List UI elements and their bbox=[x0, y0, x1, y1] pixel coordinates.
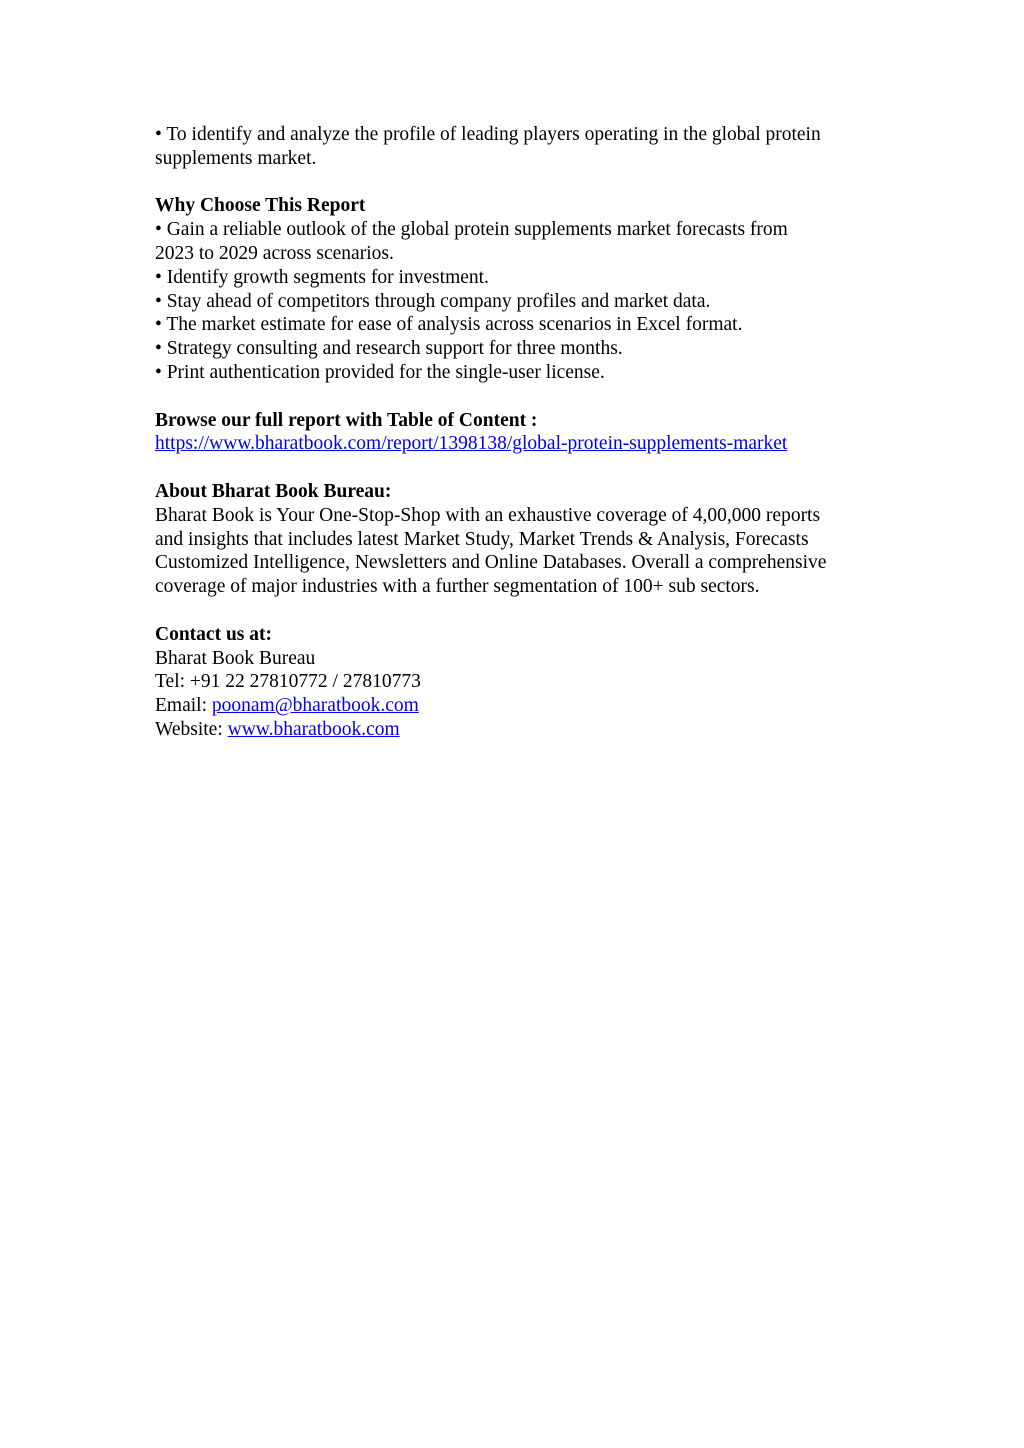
why-choose-item: • Strategy consulting and research support for three months. bbox=[155, 338, 623, 360]
paragraph-spacer bbox=[155, 171, 895, 195]
contact-website-row bbox=[155, 718, 895, 742]
paragraph-spacer bbox=[155, 456, 895, 480]
contact-tel: Tel: +91 22 27810772 / 27810773 bbox=[155, 671, 421, 693]
why-choose-item: • The market estimate for ease of analysis across scenarios in Excel format. bbox=[155, 314, 743, 336]
about-text-line: Bharat Book is Your One-Stop-Shop with an exhaustive coverage of 4,00,000 reports bbox=[155, 504, 821, 526]
about-section bbox=[155, 480, 895, 599]
about-heading: About Bharat Book Bureau: bbox=[155, 480, 392, 502]
objective-item: • To identify and analyze the profile of leading players operating in the global protein bbox=[155, 124, 821, 145]
objective-item-continued: supplements market. bbox=[155, 147, 317, 169]
website-label: Website: bbox=[155, 718, 228, 740]
why-choose-item: • Identify growth segments for investment. bbox=[155, 266, 489, 288]
why-choose-heading: Why Choose This Report bbox=[155, 195, 366, 217]
website-link[interactable]: www.bharatbook.com bbox=[227, 718, 400, 740]
about-text-line: coverage of major industries with a further segmentation of 100+ sub sectors. bbox=[155, 576, 760, 598]
browse-heading: Browse our full report with Table of Content : bbox=[155, 409, 538, 431]
about-text-line: Customized Intelligence, Newsletters and Online Databases. Overall a comprehensive bbox=[155, 552, 827, 574]
why-choose-item: • Print authentication provided for the single-user license. bbox=[155, 361, 605, 383]
about-text-line: and insights that includes latest Market Study, Market Trends & Analysis, Forecasts bbox=[155, 528, 809, 550]
browse-section bbox=[155, 409, 895, 457]
contact-email-row bbox=[155, 694, 895, 718]
paragraph-spacer bbox=[155, 385, 895, 409]
email-label: Email: bbox=[155, 695, 212, 717]
why-choose-item: • Gain a reliable outlook of the global protein supplements market forecasts from bbox=[155, 219, 788, 241]
why-choose-section bbox=[155, 194, 895, 384]
contact-section bbox=[155, 623, 895, 742]
document-page bbox=[155, 123, 895, 742]
why-choose-item: 2023 to 2029 across scenarios. bbox=[155, 242, 394, 264]
why-choose-item: • Stay ahead of competitors through company profiles and market data. bbox=[155, 290, 711, 312]
paragraph-spacer bbox=[155, 599, 895, 623]
report-link[interactable]: https://www.bharatbook.com/report/1398138/global-protein-supplements-market bbox=[155, 433, 788, 455]
contact-company: Bharat Book Bureau bbox=[155, 647, 316, 669]
email-link[interactable]: poonam@bharatbook.com bbox=[211, 695, 419, 717]
contact-heading: Contact us at: bbox=[155, 623, 272, 645]
objectives-section bbox=[155, 123, 895, 171]
